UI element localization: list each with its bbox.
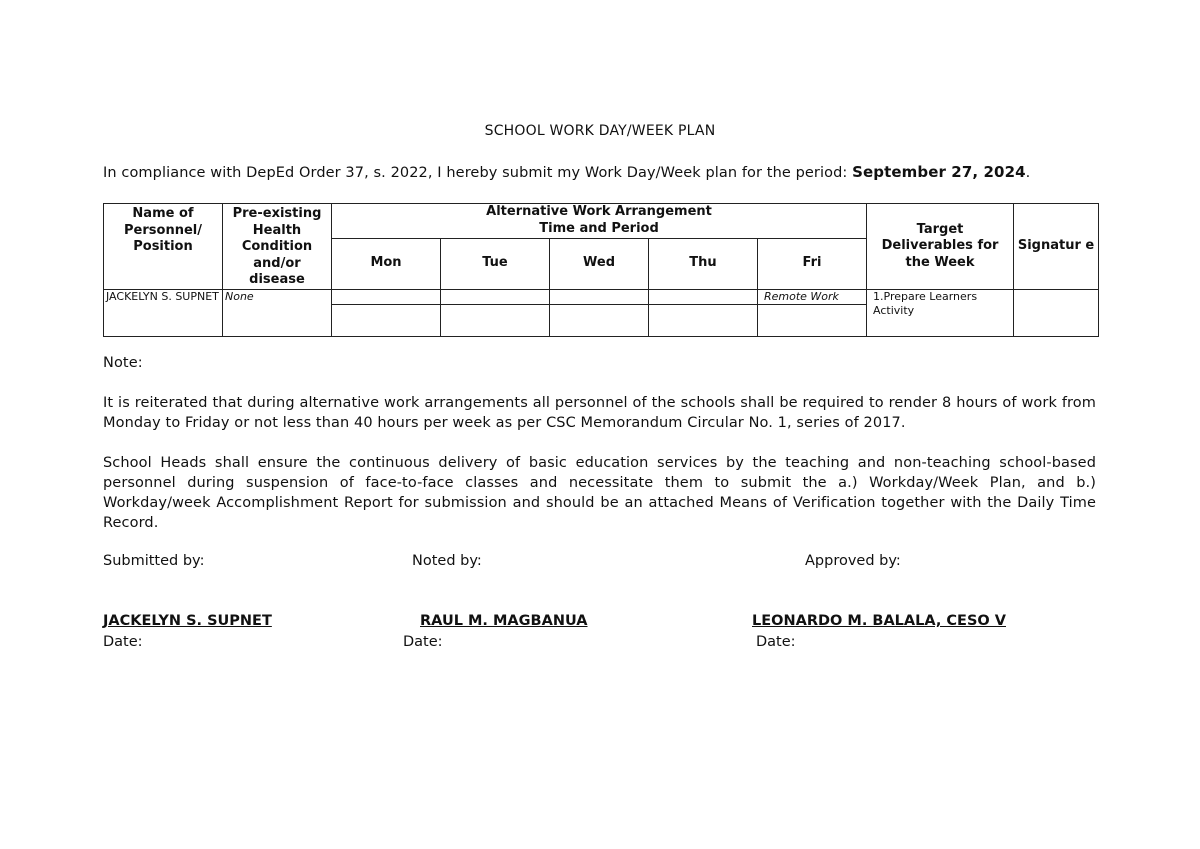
plan-period: September 27, 2024 xyxy=(852,163,1026,181)
noted-by-label: Noted by: xyxy=(412,553,482,569)
cell-fri-1: Remote Work xyxy=(758,289,867,304)
approved-by-name: LEONARDO M. BALALA, CESO V xyxy=(752,613,1006,629)
cell-tue-2 xyxy=(441,304,550,336)
cell-tue-1 xyxy=(441,289,550,304)
submitted-by-name: JACKELYN S. SUPNET xyxy=(103,613,272,629)
header-awa-line2: Time and Period xyxy=(539,220,659,236)
header-target-deliverables: Target Deliverables for the Week xyxy=(867,204,1014,290)
work-plan-table xyxy=(103,203,1099,337)
cell-personnel-name: JACKELYN S. SUPNET xyxy=(104,289,223,336)
header-signature: Signatur e xyxy=(1014,204,1099,290)
cell-mon-1 xyxy=(332,289,441,304)
intro-end: . xyxy=(1025,165,1031,181)
header-day-wed: Wed xyxy=(550,238,649,289)
header-health-condition: Pre-existing Health Condition and/or disease xyxy=(223,204,332,290)
approved-by-label: Approved by: xyxy=(805,553,901,569)
cell-target-deliverables: 1.Prepare Learners Activity xyxy=(867,289,1014,336)
submitted-by-label: Submitted by: xyxy=(103,553,205,569)
note-paragraph-school-heads: School Heads shall ensure the continuous delivery of basic education services by the teaching and non-teaching school-based personnel during suspension of face-to-face classes and necessitate them to submit the a.) Workday/Week Plan, and b.) Workday/week Accomplishment Report for submission and should be an attached Means of Verification together with the Daily Time Record. xyxy=(103,455,1096,531)
header-day-thu: Thu xyxy=(649,238,758,289)
header-alternative-work xyxy=(332,204,867,239)
cell-mon-2 xyxy=(332,304,441,336)
intro-text: In compliance with DepEd Order 37, s. 2022, I hereby submit my Work Day/Week plan for the period: xyxy=(103,165,853,181)
noted-date-label: Date: xyxy=(403,634,443,650)
note-paragraph-hours: It is reiterated that during alternative work arrangements all personnel of the schools shall be required to render 8 hours of work from Monday to Friday or not less than 40 hours per week as per CSC Memorandum Circular No. 1, series of 2017. xyxy=(103,395,1096,431)
cell-wed-1 xyxy=(550,289,649,304)
cell-thu-2 xyxy=(649,304,758,336)
cell-fri-2 xyxy=(758,304,867,336)
header-name-position: Name of Personnel/ Position xyxy=(104,204,223,290)
cell-signature xyxy=(1014,289,1099,336)
noted-by-name: RAUL M. MAGBANUA xyxy=(420,613,588,629)
intro-statement xyxy=(103,163,1103,181)
note-label: Note: xyxy=(103,355,143,371)
cell-thu-1 xyxy=(649,289,758,304)
header-day-mon: Mon xyxy=(332,238,441,289)
document-title: SCHOOL WORK DAY/WEEK PLAN xyxy=(484,123,716,139)
header-day-tue: Tue xyxy=(441,238,550,289)
approved-date-label: Date: xyxy=(756,634,796,650)
cell-health-condition: None xyxy=(223,289,332,336)
header-day-fri: Fri xyxy=(758,238,867,289)
cell-wed-2 xyxy=(550,304,649,336)
submitted-date-label: Date: xyxy=(103,634,143,650)
header-awa-line1: Alternative Work Arrangement xyxy=(486,204,712,220)
